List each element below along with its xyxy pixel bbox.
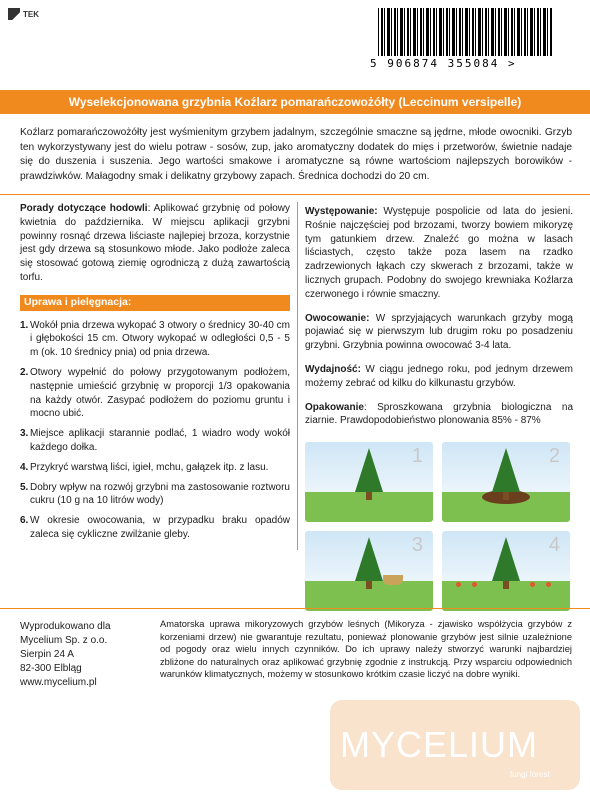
barcode-bars — [378, 8, 553, 56]
producer-line: 82-300 Elbląg — [20, 663, 82, 674]
step-number: 6. — [20, 515, 29, 527]
product-title: Wyselekcjonowana grzybnia Koźlarz pomarańczowożółty (Leccinum versipelle) — [0, 90, 590, 114]
left-column — [20, 202, 290, 548]
illustration-number: 3 — [411, 534, 423, 557]
planting-illustrations — [305, 442, 573, 611]
uprawa-header: Uprawa i pielęgnacja: — [20, 295, 290, 311]
step-number: 2. — [20, 366, 29, 378]
step-text: Wokół pnia drzewa wykopać 3 otwory o średnicy 30-40 cm i głębokości 15 cm. Otwory wykopać w odległości 0,5 - 5 m (ok. 10 średnicy pnia) od pnia drzewa. — [30, 319, 290, 359]
intro-text: Koźlarz pomarańczowożółty jest wyśmienitym grzybem jadalnym, szczególnie smaczne są jędrne, młode owocniki. Grzyb ten wykorzystywany jest do wielu potraw - sosów, zup, jako aromatyczny dodatek do mięs i przetworów, świetnie nadaje się do duszenia i suszenia. Jego wartości smakowe i aromatyczne są równe wartościom najlepszych borowików - prawdziwków. Małagodny smak i delikatny grzybowy zapach. Średnica dochodzi do 20 cm. — [20, 127, 572, 182]
hodowla-label: Porady dotyczące hodowli — [20, 203, 148, 214]
tree-icon — [492, 448, 520, 492]
step-item — [20, 461, 290, 475]
illustration-number: 1 — [411, 445, 423, 468]
hodowla-text: : Aplikować grzybnię od połowy kwietnia do października. W miejscu aplikacji grzybni powinny rosnąć drzewa liściaste najlepiej brzoza, korzystnie jest gdy drzewa są stosunkowo młode. Jako podłoże zaleca się stosować gotową ziemię ogrodniczą z dużą zawartością torfu. — [20, 203, 290, 283]
step-number: 4. — [20, 461, 29, 473]
illustration-number: 4 — [548, 534, 560, 557]
step-text: Miejsce aplikacji starannie podlać, 1 wiadro wody wokół każdego dołka. — [30, 428, 290, 453]
step-number: 3. — [20, 428, 29, 440]
tree-icon — [492, 537, 520, 581]
producer-website: www.mycelium.pl — [20, 677, 97, 688]
tek-logo-mark — [8, 8, 20, 20]
illustration-step-4 — [442, 531, 570, 611]
step-item — [20, 366, 290, 421]
opakowanie-text: : Sproszkowana grzybnia biologiczna na ziarnie. Prawdopodobieństwo plonowania 85% - 87% — [305, 401, 573, 427]
illustration-step-2 — [442, 442, 570, 522]
producer-line: Mycelium Sp. z o.o. — [20, 635, 108, 646]
barcode — [370, 8, 570, 68]
steps-list — [20, 319, 290, 542]
wystepowanie-paragraph — [305, 205, 573, 302]
producer-line: Wyprodukowano dla — [20, 621, 111, 632]
wydajnosc-text: W ciągu jednego roku, pod jednym drzewem możemy zebrać od kilku do kilkunastu grzybów. — [305, 363, 573, 389]
illustration-number: 2 — [548, 445, 560, 468]
brand-tagline: fungi forest — [510, 770, 550, 779]
tree-icon — [355, 537, 383, 581]
column-divider — [297, 202, 298, 550]
top-divider — [0, 194, 590, 195]
illustration-step-3 — [305, 531, 433, 611]
step-item — [20, 481, 290, 509]
brand-logo-text: MYCELIUM — [340, 724, 539, 765]
step-number: 5. — [20, 481, 29, 493]
wystepowanie-label: Występowanie: — [305, 206, 378, 217]
hodowla-paragraph — [20, 202, 290, 285]
step-item — [20, 319, 290, 360]
producer-info — [20, 620, 150, 690]
opakowanie-label: Opakowanie — [305, 401, 364, 413]
right-column — [305, 205, 573, 611]
step-number: 1. — [20, 319, 29, 331]
wystepowanie-text: Występuje pospolicie od lata do jesieni. Rośnie najczęściej pod brzozami, tworzy bowiem mikoryzę tym gatunkiem drzew. Znaleźć go można w lasach liściastych, często także poza lasem na rzadko zadrzewionych łąkach czy skwerach z brzozami, także w licznych grupach. Podobny do swojego krewniaka Koźlarza czerwonego i równie smaczny. — [305, 206, 573, 300]
tek-logo — [8, 8, 39, 20]
tek-logo-text: TEK — [23, 9, 39, 19]
step-text: Dobry wpływ na rozwój grzybni ma zastosowanie roztworu cukru (10 g na 10 litrów wody) — [30, 481, 290, 507]
step-text: Otwory wypełnić do połowy przygotowanym podłożem, następnie umieścić grzybnię w proporcji 1/3 opakowania na każdy otwór. Zasypać podłożem do poziomu gruntu i mocno ubić. — [30, 366, 290, 420]
producer-line: Sierpin 24 A — [20, 649, 74, 660]
disclaimer-text: Amatorska uprawa mikoryzowych grzybów leśnych (Mikoryza - zjawisko współżycia grzybów z korzeniami drzew) nie gwarantuje rezultatu, ponieważ plonowanie grzybów jest silnie uzależnione od pogody oraz wielu innych czynników. Do ich uprawy należy stworzyć warunki najbardziej zbliżone do naturalnych oraz aplikować grzybnię zgodnie z instrukcją. Przy wsparciu odpowiednich warunków klimatycznych, możemy w stosunkowo krótkim czasie liczyć na dobre wyniki. — [160, 619, 572, 680]
step-item — [20, 514, 290, 542]
tree-icon — [355, 448, 383, 492]
wydajnosc-label: Wydajność: — [305, 363, 361, 375]
step-text: Przykryć warstwą liści, igieł, mchu, gałązek itp. z lasu. — [30, 461, 269, 473]
opakowanie-paragraph — [305, 401, 573, 429]
basket-icon — [383, 575, 403, 585]
barcode-digits: 5 906874 355084 > — [370, 57, 517, 70]
wydajnosc-paragraph — [305, 363, 573, 391]
illustration-step-1 — [305, 442, 433, 522]
owocowanie-label: Owocowanie: — [305, 312, 370, 324]
owocowanie-paragraph — [305, 312, 573, 353]
owocowanie-text: W sprzyjających warunkach grzyby mogą pojawiać się w pierwszym lub drugim roku po posadzeniu grzybni. Grzybnia powinna owocować 3-4 lata. — [305, 312, 573, 352]
step-item — [20, 427, 290, 455]
step-text: W okresie owocowania, w przypadku braku opadów zaleca się cykliczne zwilżanie gleby. — [30, 515, 290, 540]
bottom-divider — [0, 608, 590, 609]
